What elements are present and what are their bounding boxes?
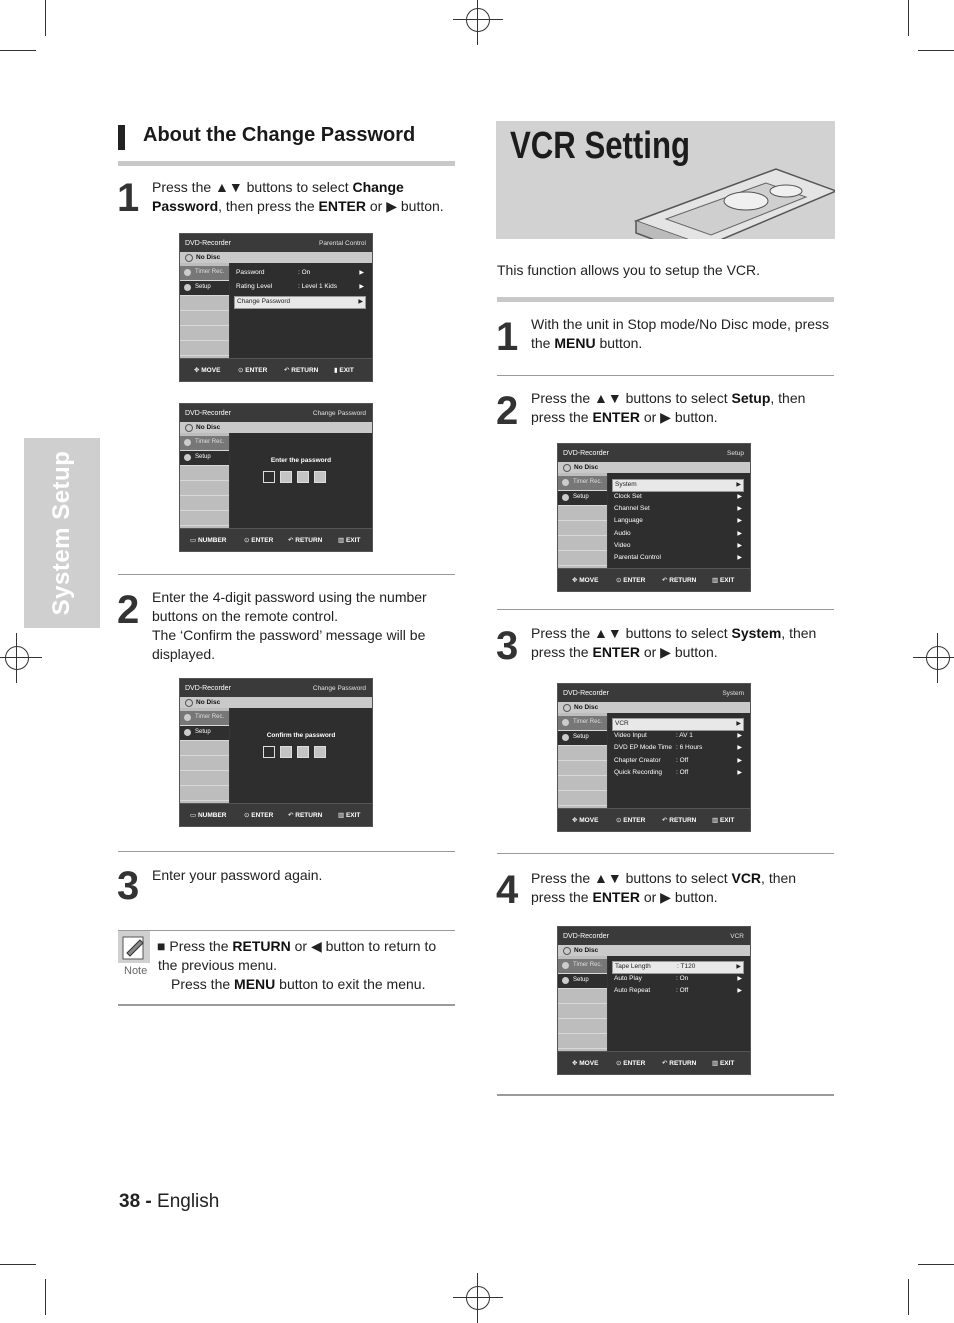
note-text: ■ Press the RETURN or ◀ button to return to the previous menu. Press the MENU button to exit the menu. (157, 938, 437, 992)
registration-mark-right (926, 646, 950, 670)
section-marker (118, 125, 125, 150)
registration-mark-top (466, 8, 490, 32)
side-tab (24, 438, 100, 628)
osd-setup: DVD-Recorder Setup No Disc Timer Rec. Setup System ▶ Clock Set ▶ Channel Set ▶ Language ▶ Audio ▶ Video ▶ Parental Control ▶ ✥ MOVE ⊙ ENTER ↶ RETURN ▥ EXIT (557, 443, 751, 592)
side-tab-label: System Setup (48, 450, 75, 616)
divider (497, 375, 834, 376)
note-pencil-icon (118, 931, 150, 963)
vcr-cassette-icon (626, 161, 835, 239)
osd-change-password-enter: DVD-Recorder Change Password No Disc Timer Rec. Setup Enter the password ▭ NUMBER ⊙ ENTER ↶ RETURN ▥ EXIT (179, 403, 373, 552)
step-number: 4 (496, 868, 519, 912)
divider (118, 574, 455, 575)
page-footer: 38 - English (119, 1191, 220, 1212)
step-text: Press the ▲▼ buttons to select Change Password, then press the ENTER or ▶ button. (152, 179, 444, 214)
divider (118, 1004, 455, 1006)
step-text: Press the ▲▼ buttons to select VCR, then press the ENTER or ▶ button. (531, 870, 797, 905)
step-number: 1 (496, 315, 519, 359)
osd-parental-control: DVD-Recorder Parental Control No Disc Timer Rec. Setup Password : On ▶ Rating Level : Level 1 Kids ▶ Change Password ▶ ✥ MOVE ⊙ ENTER ↶ RETURN ▮ EXIT (179, 233, 373, 382)
step-text: Press the ▲▼ buttons to select System, then press the ENTER or ▶ button. (531, 625, 817, 660)
banner-title: VCR Setting (510, 125, 691, 167)
osd-vcr: DVD-Recorder VCR No Disc Timer Rec. Setup Tape Length : T120 ▶ Auto Play : On ▶ Auto Repeat : Off ▶ ✥ MOVE ⊙ ENTER ↶ RETURN ▥ EXIT (557, 926, 751, 1075)
divider (118, 161, 455, 166)
vcr-banner (496, 121, 835, 239)
divider (497, 297, 834, 302)
step-number: 2 (117, 588, 140, 632)
step-text: Enter your password again. (152, 867, 323, 883)
divider (118, 851, 455, 852)
osd-system: DVD-Recorder System No Disc Timer Rec. Setup VCR ▶ Video Input : AV 1 ▶ DVD EP Mode Time : 6 Hours ▶ Chapter Creator : Off ▶ Quick Recording : Off ▶ ✥ MOVE ⊙ ENTER ↶ RETURN ▥ EXIT (557, 683, 751, 832)
note-label: Note (124, 965, 148, 977)
divider (497, 1094, 834, 1096)
intro-text: This function allows you to setup the VCR. (497, 262, 761, 278)
section-title: About the Change Password (143, 124, 416, 146)
step-text: Enter the 4-digit password using the number buttons on the remote control. The ‘Confirm the password’ message will be displayed. (152, 589, 427, 662)
step-number: 2 (496, 389, 519, 433)
step-number: 3 (117, 864, 140, 908)
step-number: 1 (117, 176, 140, 220)
registration-mark-bottom (466, 1286, 490, 1310)
registration-mark-left (5, 646, 29, 670)
divider (497, 853, 834, 854)
osd-change-password-confirm: DVD-Recorder Change Password No Disc Timer Rec. Setup Confirm the password ▭ NUMBER ⊙ ENTER ↶ RETURN ▥ EXIT (179, 678, 373, 827)
step-number: 3 (496, 624, 519, 668)
divider (497, 609, 834, 610)
step-text: With the unit in Stop mode/No Disc mode, press the MENU button. (531, 316, 830, 351)
divider (118, 930, 455, 931)
step-text: Press the ▲▼ buttons to select Setup, then press the ENTER or ▶ button. (531, 390, 806, 425)
